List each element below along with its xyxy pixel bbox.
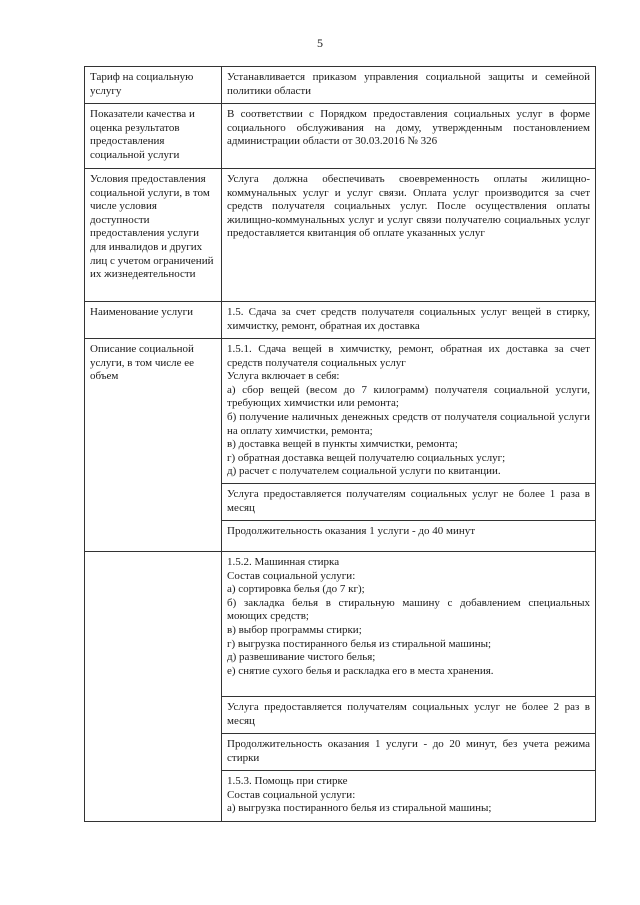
subsection-1-5-2-title: 1.5.2. Машинная стирка bbox=[227, 556, 340, 568]
list-item: Услуга включает в себя: bbox=[227, 370, 340, 383]
list-item: д) расчет с получателем социальной услуги по квитанции. bbox=[227, 465, 501, 478]
row-text-conditions: Услуга должна обеспечивать своевременность оплаты жилищно-коммунальных услуг и услуг связи. Оплата услуг производится за счет средств получателя социальных услуг. После осуществления оплаты жилищно-коммунальных услуг и услуг связи получателю социальных услуг предоставляется квитанция об оплате указанных услуг bbox=[222, 169, 596, 302]
row-text-service-name: 1.5. Сдача за счет средств получателя социальных услуг вещей в стирку, химчистку, ремонт, обратная их доставка bbox=[222, 302, 596, 339]
row-text-tariff: Устанавливается приказом управления социальной защиты и семейной политики области bbox=[222, 67, 596, 104]
list-item: г) выгрузка постиранного белья из стиральной машины; bbox=[227, 637, 492, 650]
row-text-quality: В соответствии с Порядком предоставления социальных услуг в форме социального обслуживания на дому, утвержденным постановлением администрации области от 30.03.2016 № 326 bbox=[222, 104, 596, 169]
table-row-1-5-2 bbox=[85, 552, 596, 697]
list-item: б) получение наличных денежных средств от получателя социальной услуги на оплату химчистки, ремонта; bbox=[227, 410, 590, 437]
list-item: в) доставка вещей в пункты химчистки, ремонта; bbox=[227, 438, 458, 451]
subsection-1-5-1-title: 1.5.1. Сдача вещей в химчистку, ремонт, обратная их доставка за счет средств получателя социальных услуг bbox=[227, 343, 590, 369]
row-label-empty bbox=[85, 552, 222, 822]
page-number: 5 bbox=[317, 36, 323, 50]
subsection-1-5-3 bbox=[222, 771, 596, 822]
table-row-description-1-5-1 bbox=[85, 339, 596, 484]
list-item: Состав социальной услуги: bbox=[227, 788, 356, 801]
list-item: Состав социальной услуги: bbox=[227, 569, 356, 582]
table-row-conditions bbox=[85, 169, 596, 302]
list-item: г) обратная доставка вещей получателю социальных услуг; bbox=[227, 451, 506, 464]
row-label-conditions: Условия предоставления социальной услуги, в том числе условия доступности предоставления услуги для инвалидов и других лиц с учетом ограничений их жизнедеятельности bbox=[85, 169, 222, 302]
list-item: а) выгрузка постиранного белья из стиральной машины; bbox=[227, 802, 492, 815]
subsection-1-5-1 bbox=[222, 339, 596, 484]
list-item: е) снятие сухого белья и раскладка его в места хранения. bbox=[227, 664, 494, 677]
list-item: б) закладка белья в стиральную машину с добавлением специальных моющих средств; bbox=[227, 596, 590, 623]
subsection-1-5-3-title: 1.5.3. Помощь при стирке bbox=[227, 775, 348, 787]
table-row-service-name bbox=[85, 302, 596, 339]
row-label-description: Описание социальной услуги, в том числе ее объем bbox=[85, 339, 222, 552]
list-item: д) развешивание чистого белья; bbox=[227, 651, 376, 664]
list-item: а) сбор вещей (весом до 7 килограмм) получателя социальной услуги, требующих химчистки или ремонта; bbox=[227, 383, 590, 410]
subsection-1-5-2 bbox=[222, 552, 596, 697]
frequency-1-5-2: Услуга предоставляется получателям социальных услуг не более 2 раз в месяц bbox=[222, 697, 596, 734]
list-item: а) сортировка белья (до 7 кг); bbox=[227, 583, 365, 596]
row-label-quality: Показатели качества и оценка результатов предоставления социальной услуги bbox=[85, 104, 222, 169]
table-row-quality bbox=[85, 104, 596, 169]
row-label-service-name: Наименование услуги bbox=[85, 302, 222, 339]
row-label-tariff: Тариф на социальную услугу bbox=[85, 67, 222, 104]
list-item: в) выбор программы стирки; bbox=[227, 623, 362, 636]
table-row-tariff bbox=[85, 67, 596, 104]
duration-1-5-2: Продолжительность оказания 1 услуги - до 20 минут, без учета режима стирки bbox=[222, 734, 596, 771]
duration-1-5-1: Продолжительность оказания 1 услуги - до 40 минут bbox=[222, 521, 596, 552]
frequency-1-5-1: Услуга предоставляется получателям социальных услуг не более 1 раза в месяц bbox=[222, 484, 596, 521]
service-table bbox=[84, 66, 596, 822]
